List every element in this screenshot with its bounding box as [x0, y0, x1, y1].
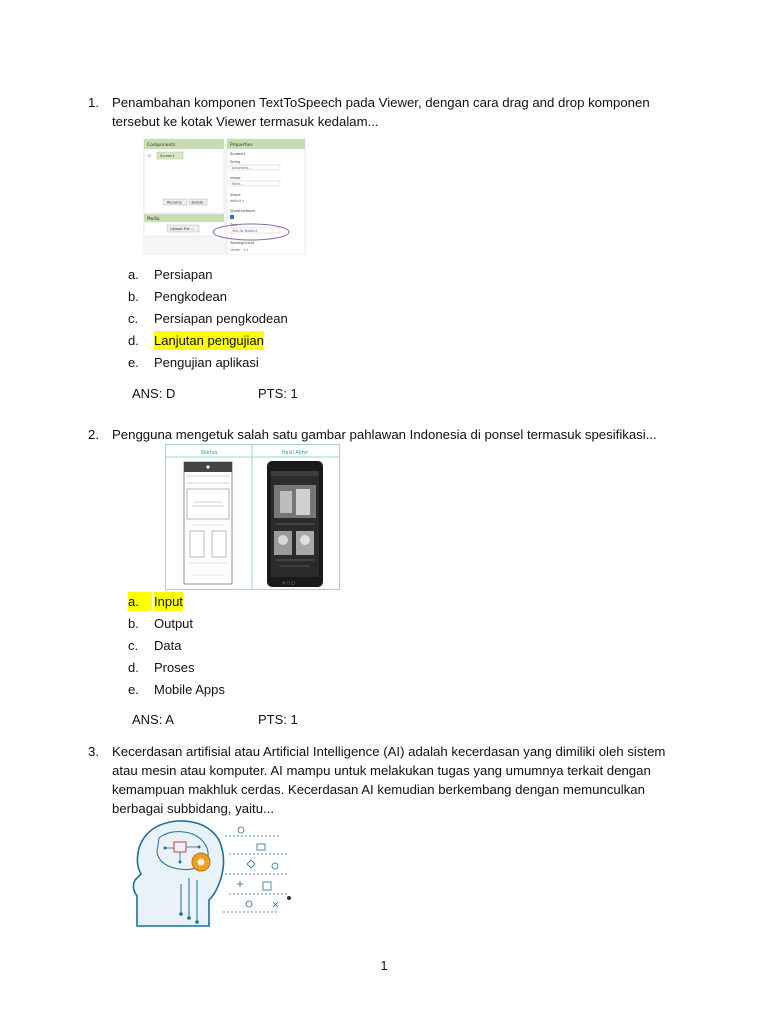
- document-page: 1. Penambahan komponen TextToSpeech pada Viewer, dengan cara drag and drop komponen tersebut ke kotak Viewer termasuk kedalam... Components ⊟ Screen1 Rename Delete Media Upload File ... Properties Screen1 Sizing Automatic... Image None... Shape default ▾ ShowFeedback Text Text for Button1 TextAlignment center : 1 ▾ a. Persiapan b. Pengkodean c. Persiapan pengkodean d. Lanjutan pengujian e. Pengujian aplikasi ANS: D PTS: 1 2. Pengguna mengetuk salah satu gambar pahlawan Indonesia di ponsel termasuk spesifikasi... Sketsa Hasil Akhir ◁ ○ □ a. Input b. Output c. Data d. Proses e. Mobile Apps ANS: A PTS: 1 3. Kecerdasan artifisial atau Artificial Intelligence (AI) adalah kecerdasan yang dimiliki oleh sistem atau mesin atau komputer. AI mampu untuk melakukan tugas yang umumnya terkait dengan kemampuan makhluk cerdas. Kecerdasan AI kemudian berkembang dengan memunculkan berbagai subbidang, yaitu... 1: [0, 0, 768, 1024]
- ai-illustration: [129, 818, 293, 928]
- svg-text:ShowFeedback: ShowFeedback: [230, 209, 256, 213]
- svg-text:Properties: Properties: [230, 143, 253, 148]
- svg-text:Text for Button1: Text for Button1: [232, 229, 258, 233]
- svg-text:Upload File ...: Upload File ...: [170, 227, 195, 231]
- svg-text:Rename: Rename: [167, 200, 182, 205]
- question-number: 1.: [88, 95, 99, 110]
- components-title: Components: [147, 143, 176, 148]
- question-2: [88, 425, 688, 444]
- svg-text:Image: Image: [230, 176, 241, 180]
- svg-text:Text: Text: [230, 223, 237, 227]
- highlighted-answer: Lanjutan pengujian: [154, 333, 264, 348]
- svg-text:Automatic...: Automatic...: [232, 166, 252, 170]
- sketch-header: Sketsa: [200, 450, 218, 456]
- sketch-vs-final-graphic: [166, 445, 339, 589]
- question-text: Kecerdasan artifisial atau Artificial Intelligence (AI) adalah kecerdasan yang dimiliki oleh sistem atau mesin atau komputer. AI mampu untuk melakukan tugas yang umumnya terkait dengan kemampuan makhluk cerdas. Kecerdasan AI kemudian berkembang dengan memunculkan berbagai subbidang, yaitu...: [112, 744, 666, 816]
- question-1: [88, 93, 688, 131]
- answer-key-q2: ANS: A: [132, 712, 174, 727]
- points-q1: PTS: 1: [258, 386, 298, 401]
- svg-text:◁ ○ □: ◁ ○ □: [282, 580, 295, 585]
- screen-item: Screen1: [160, 154, 175, 159]
- sketch-vs-final-figure: [165, 444, 340, 590]
- highlighted-answer: Input: [154, 594, 183, 609]
- show-feedback-checkbox: [230, 215, 234, 219]
- svg-text:TextAlignment: TextAlignment: [230, 241, 255, 245]
- points-q2: PTS: 1: [258, 712, 298, 727]
- question-number: 2.: [88, 427, 99, 442]
- svg-text:Screen1: Screen1: [230, 151, 246, 156]
- question-3: [88, 742, 688, 818]
- svg-text:Sizing: Sizing: [230, 160, 241, 164]
- answer-key-q1: ANS: D: [132, 386, 176, 401]
- question-text: Pengguna mengetuk salah satu gambar pahlawan Indonesia di ponsel termasuk spesifikasi...: [112, 427, 657, 442]
- ai-head-graphic: [129, 818, 293, 928]
- svg-text:Delete: Delete: [191, 200, 204, 205]
- svg-text:center : 1 ▾: center : 1 ▾: [230, 248, 248, 252]
- question-number: 3.: [88, 744, 99, 759]
- bullet-dot: [287, 896, 291, 900]
- sketch-phone: [184, 462, 232, 584]
- app-inventor-screenshot: [143, 138, 306, 255]
- svg-text:Media: Media: [147, 216, 160, 221]
- svg-text:⊟: ⊟: [148, 154, 152, 158]
- svg-text:default ▾: default ▾: [230, 199, 244, 203]
- app-inventor-panel-graphic: [143, 138, 306, 255]
- svg-text:Shape: Shape: [230, 193, 241, 197]
- question-text: Penambahan komponen TextToSpeech pada Viewer, dengan cara drag and drop komponen tersebut ke kotak Viewer termasuk kedalam...: [112, 95, 650, 129]
- svg-text:None...: None...: [232, 182, 244, 186]
- page-number: 1: [380, 958, 388, 973]
- final-header: Hasil Akhir: [281, 450, 309, 456]
